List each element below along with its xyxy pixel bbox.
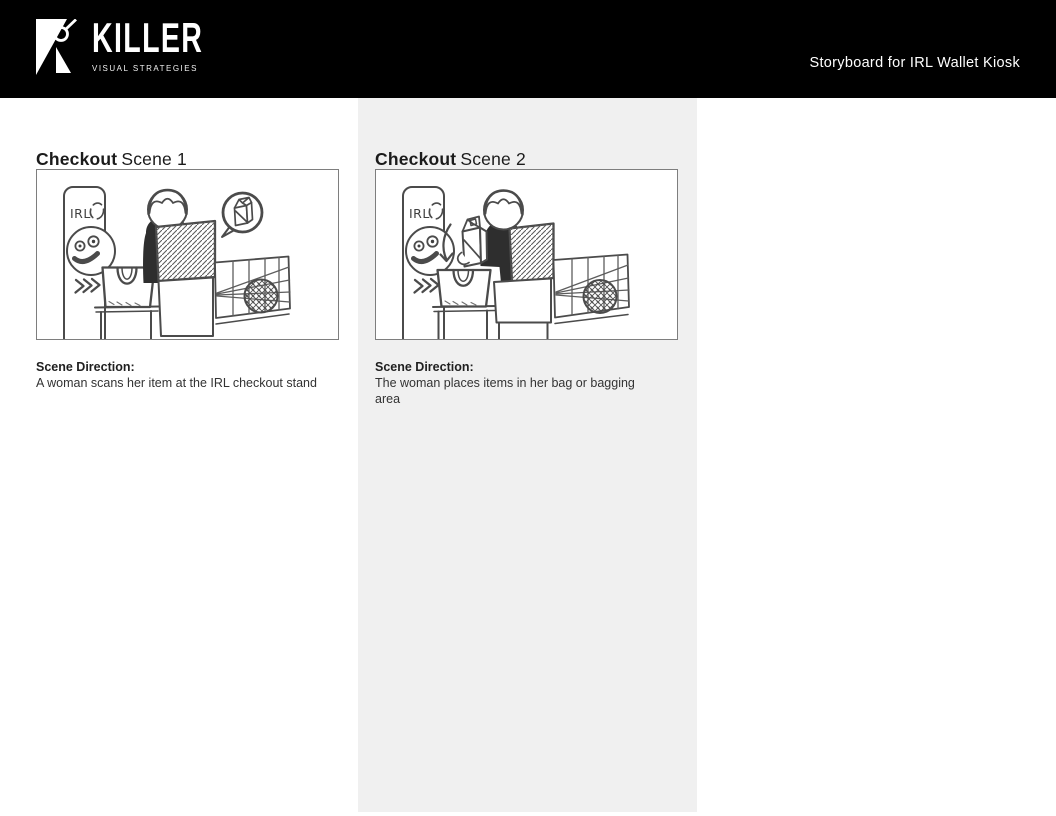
scene-sketch-frame: [36, 169, 339, 340]
scene-heading: [375, 149, 526, 170]
milk-carton-icon: [458, 217, 487, 267]
scene-card-1: [36, 98, 340, 812]
scene-direction-label: Scene Direction:: [36, 360, 135, 374]
scanned-item-ball: [584, 280, 617, 313]
scene-heading: [36, 149, 187, 170]
scene-sketch-illustration-checkout-scan: [37, 170, 338, 339]
scene-sketch-frame: [375, 169, 678, 340]
logo-text: [92, 14, 256, 73]
checkout-counter: [156, 221, 215, 336]
kiosk-irl-label: IRL: [70, 206, 91, 221]
scene-direction: [36, 359, 334, 391]
scene-heading-rest: Scene 1: [121, 148, 187, 169]
kiosk-smiley-face-icon: [406, 227, 454, 275]
scene-heading-bold: Checkout: [36, 148, 118, 169]
tote-bag: [438, 270, 491, 307]
scene-direction-label: Scene Direction:: [375, 360, 474, 374]
scene-heading-rest: Scene 2: [460, 148, 526, 169]
scene-direction-text: area: [375, 392, 401, 406]
scene-direction: [375, 359, 673, 407]
scanned-item-ball: [245, 280, 278, 313]
scan-bubble-milk-carton-icon: [222, 193, 262, 237]
bagging-area-grid: [554, 255, 630, 324]
bagging-area-grid: [215, 257, 290, 325]
scene-heading-bold: Checkout: [375, 148, 457, 169]
scene-direction-text: A woman scans her item at the IRL checkout stand: [36, 376, 317, 390]
brand-tagline: VISUAL STRATEGIES: [92, 63, 198, 73]
document-title: Storyboard for IRL Wallet Kiosk: [809, 55, 1020, 71]
scene-sketch-illustration-bagging: [376, 170, 677, 339]
header-bar: [0, 0, 1056, 98]
killer-logo-mark-icon: [36, 19, 80, 77]
kiosk-irl-label: IRL: [409, 206, 430, 221]
scene-direction-text: The woman places items in her bag or bagging: [375, 376, 635, 390]
killer-logo: [36, 14, 256, 77]
brand-name: KILLER: [92, 14, 204, 61]
scene-card-2: [375, 98, 679, 812]
